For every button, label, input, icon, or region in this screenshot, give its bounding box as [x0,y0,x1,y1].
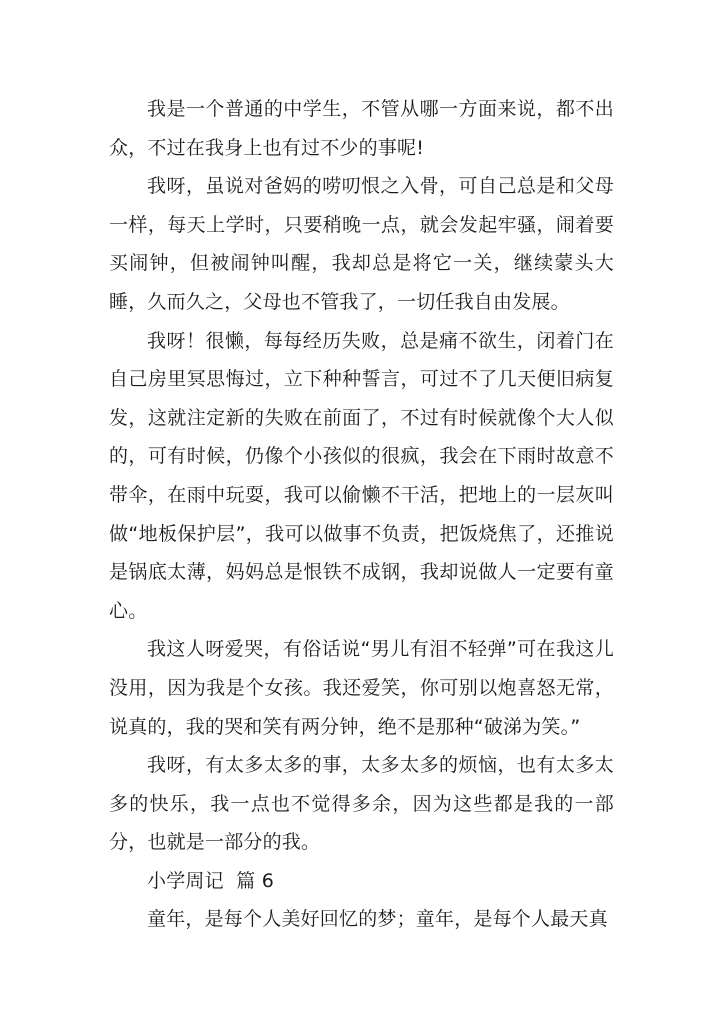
paragraph-6: 童年，是每个人美好回忆的梦；童年，是每个人最天真 [147,908,608,931]
paragraph-1: 我是一个普通的中学生，不管从哪一方面来说，都不出众，不过在我身上也有过不少的事呢! [109,98,614,159]
paragraph-2: 我呀，虽说对爸妈的唠叨恨之入骨，可自己总是和父母一样，每天上学时，只要稍晚一点，就会发起牢骚，闹着要买闹钟，但被闹钟叫醒，我却总是将它一关，继续蒙头大睡，久而久之，父母也不管我了，一切任我自由发展。 [109,175,614,313]
document-body [109,90,614,939]
paragraph-4: 我这人呀爱哭，有俗话说“男儿有泪不轻弹”可在我这儿没用，因为我是个女孩。我还爱笑，你可别以炮喜怒无常，说真的，我的哭和笑有两分钟，绝不是那种“破涕为笑。” [109,638,614,738]
paragraph-3: 我呀！很懒，每每经历失败，总是痛不欲生，闭着门在自己房里冥思悔过，立下种种誓言，可过不了几天便旧病复发，这就注定新的失败在前面了，不过有时候就像个大人似的，可有时候，仍像个小孩似的很疯，我会在下雨时故意不带伞，在雨中玩耍，我可以偷懒不干活，把地上的一层灰叫做“地板保护层”，我可以做事不负责，把饭烧焦了，还推说是锅底太薄，妈妈总是恨铁不成钢，我却说做人一定要有童心。 [109,329,614,622]
paragraph-5: 我呀，有太多太多的事，太多太多的烦恼，也有太多太多的快乐，我一点也不觉得多余，因为这些都是我的一部分，也就是一部分的我。 [109,754,614,854]
section-heading: 小学周记 篇 6 [147,869,275,892]
